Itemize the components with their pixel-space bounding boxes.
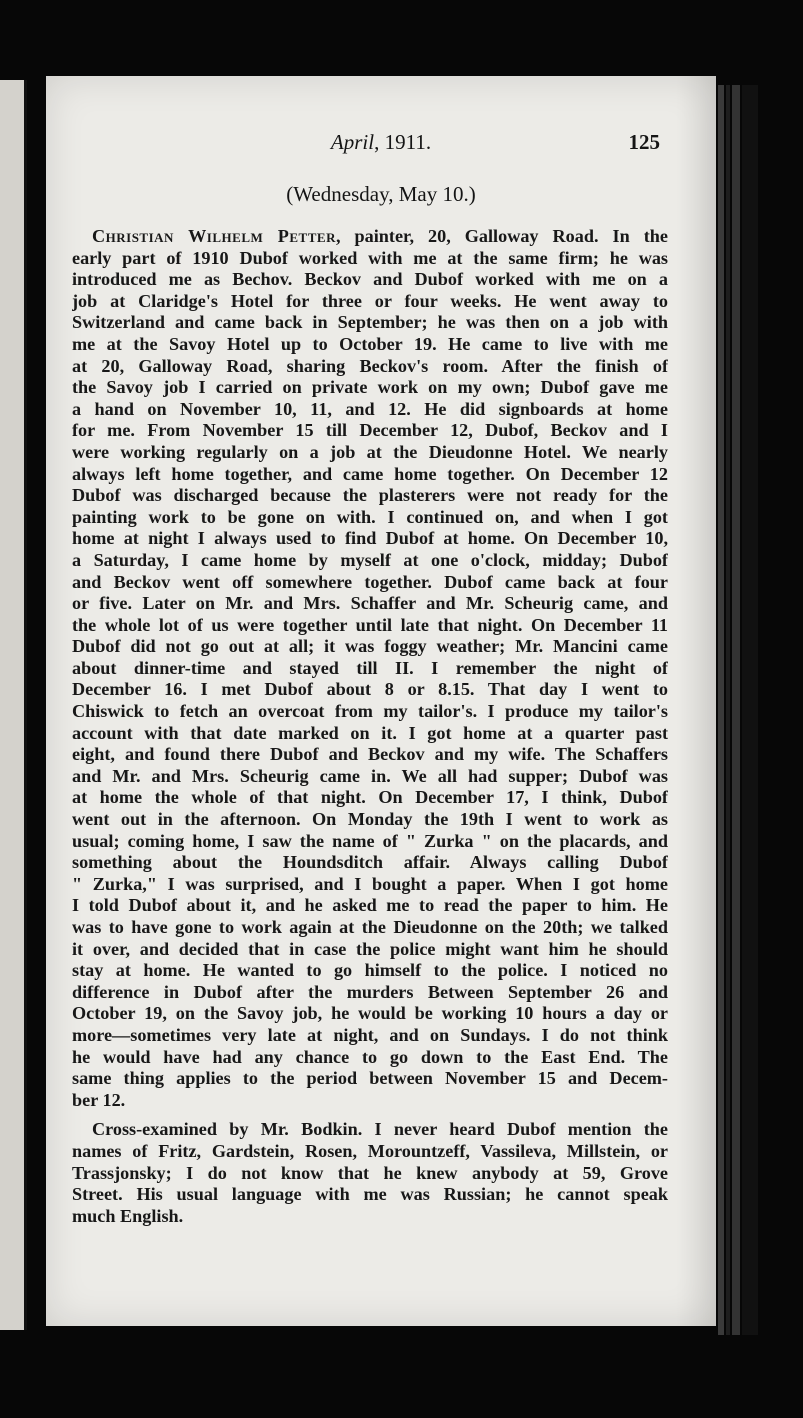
text-line xyxy=(72,701,668,723)
text-line xyxy=(72,377,668,399)
text-line-content: about dinner-time and stayed till II. I remember the night of xyxy=(72,657,668,678)
text-line xyxy=(72,809,668,831)
text-line xyxy=(72,420,668,442)
text-line-content: stay at home. He wanted to go himself to the police. I noticed no xyxy=(72,960,668,981)
text-line-content: a hand on November 10, 11, and 12. He did signboards at home xyxy=(72,398,668,419)
text-line-content: at 20, Galloway Road, sharing Beckov's room. After the finish of xyxy=(72,355,668,376)
text-line xyxy=(72,723,668,745)
text-line xyxy=(72,1141,668,1163)
text-line-content: always left home together, and came home together. On December 12 xyxy=(72,463,668,484)
text-line xyxy=(72,399,668,421)
text-line-content: at home the whole of that night. On December 17, I think, Dubof xyxy=(72,787,668,808)
text-line-content: and Beckov went off somewhere together. Dubof came back at four xyxy=(72,571,668,592)
text-line-content: job at Claridge's Hotel for three or four weeks. He went away to xyxy=(72,290,668,311)
text-line xyxy=(72,1025,668,1047)
running-header xyxy=(46,130,716,160)
text-line-content: eight, and found there Dubof and Beckov and my wife. The Schaffers xyxy=(72,744,668,765)
text-line xyxy=(72,831,668,853)
text-line xyxy=(72,874,668,896)
date-heading: (Wednesday, May 10.) xyxy=(286,182,476,206)
text-line-content: more—sometimes very late at night, and on Sundays. I do not think xyxy=(72,1024,668,1045)
text-line-content: the Savoy job I carried on private work on my own; Dubof gave me xyxy=(72,377,668,398)
text-line xyxy=(72,917,668,939)
adjacent-page-edge xyxy=(0,80,27,1330)
witness-statement-paragraph xyxy=(72,226,668,1111)
text-line xyxy=(72,312,668,334)
text-line-content: something about the Houndsditch affair. Always calling Dubof xyxy=(72,852,668,873)
cross-examination-paragraph xyxy=(72,1119,668,1227)
text-line-content: Chiswick to fetch an overcoat from my tailor's. I produce my tailor's xyxy=(72,701,668,722)
text-line xyxy=(72,593,668,615)
text-line-content: Dubof was discharged because the plasterers were not ready for the xyxy=(72,485,668,506)
text-line-content: he would have had any chance to go down to the East End. The xyxy=(72,1046,668,1067)
text-line-content: a Saturday, I came home by myself at one o'clock, midday; Dubof xyxy=(72,549,668,570)
testimony-text xyxy=(72,226,668,1227)
text-line xyxy=(72,572,668,594)
text-line-content: Dubof did not go out at all; it was foggy weather; Mr. Mancini came xyxy=(72,636,668,657)
text-line xyxy=(72,1163,668,1185)
text-line xyxy=(72,960,668,982)
page-number: 125 xyxy=(628,130,660,154)
text-line xyxy=(72,1119,668,1141)
text-line xyxy=(72,226,668,248)
text-line xyxy=(72,356,668,378)
page-edge-stack xyxy=(732,85,740,1335)
text-line-content: it over, and decided that in case the police might want him he should xyxy=(72,938,668,959)
text-line-content: me at the Savoy Hotel up to October 19. He came to live with me xyxy=(72,333,668,354)
text-line-content: was to have gone to work again at the Dieudonne on the 20th; we talked xyxy=(72,917,668,937)
text-line xyxy=(72,1047,668,1069)
running-title-month: April xyxy=(330,130,375,154)
text-line-content: went out in the afternoon. On Monday the 19th I went to work as xyxy=(72,809,668,830)
text-line-content: or five. Later on Mr. and Mrs. Schaffer and Mr. Scheurig came, and xyxy=(72,593,668,614)
text-line-content: difference in Dubof after the murders Between September 26 and xyxy=(72,981,668,1002)
text-line xyxy=(72,895,668,917)
text-line-content: ber 12. xyxy=(72,1089,126,1110)
text-line xyxy=(72,334,668,356)
page-edge-stack xyxy=(742,85,758,1335)
text-line-content: I told Dubof about it, and he asked me to read the paper to him. He xyxy=(72,895,668,916)
text-line-content: home at night I always used to find Dubof at home. On December 10, xyxy=(72,528,668,549)
page-edge-stack xyxy=(718,85,724,1335)
text-line xyxy=(72,1184,668,1206)
text-line xyxy=(72,766,668,788)
page-edge-stack xyxy=(726,85,730,1335)
text-line-content: introduced me as Bechov. Beckov and Dubof worked with me on a xyxy=(72,269,668,290)
text-line-content: usual; coming home, I saw the name of " Zurka " on the placards, and xyxy=(72,830,668,851)
text-line-content: December 16. I met Dubof about 8 or 8.15. That day I went to xyxy=(72,679,668,700)
text-line xyxy=(72,485,668,507)
text-line xyxy=(72,982,668,1004)
text-line-content: Switzerland and came back in September; he was then on a job with xyxy=(72,312,668,333)
text-line-content: early part of 1910 Dubof worked with me at the same firm; he was xyxy=(72,247,668,268)
text-line xyxy=(72,1090,668,1112)
text-line xyxy=(72,787,668,809)
running-title-year: , 1911. xyxy=(374,130,432,154)
text-line-content: were working regularly on a job at the Dieudonne Hotel. We nearly xyxy=(72,441,668,462)
text-line-content: painting work to be gone on with. I continued on, and when I got xyxy=(72,506,668,527)
text-line-content: same thing applies to the period between November 15 and Decem- xyxy=(72,1068,668,1089)
text-line-content: " Zurka," I was surprised, and I bought a paper. When I got home xyxy=(72,873,668,894)
text-line-content: October 19, on the Savoy job, he would be working 10 hours a day or xyxy=(72,1003,668,1024)
text-line xyxy=(72,291,668,313)
text-line xyxy=(72,1206,668,1228)
text-line-content: names of Fritz, Gardstein, Rosen, Morountzeff, Vassileva, Millstein, or xyxy=(72,1140,668,1161)
text-line xyxy=(72,744,668,766)
witness-name: Christian Wilhelm Petter xyxy=(92,226,336,246)
text-line xyxy=(72,550,668,572)
text-line xyxy=(72,852,668,874)
text-line xyxy=(72,269,668,291)
book-page xyxy=(46,76,716,1326)
paragraph-gap xyxy=(72,1111,668,1119)
text-line xyxy=(72,464,668,486)
text-line-content: account with that date marked on it. I got home at a quarter past xyxy=(72,722,668,743)
text-line-content: , painter, 20, Galloway Road. In the xyxy=(335,226,668,246)
text-line xyxy=(72,1003,668,1025)
text-line xyxy=(72,658,668,680)
text-line-content: for me. From November 15 till December 12, Dubof, Beckov and I xyxy=(72,420,668,441)
page-shading xyxy=(676,76,716,1326)
text-line-content: the whole lot of us were together until late that night. On December 11 xyxy=(72,614,668,635)
text-line xyxy=(72,528,668,550)
text-line xyxy=(72,1068,668,1090)
text-line-content: much English. xyxy=(72,1205,184,1226)
text-line xyxy=(72,679,668,701)
text-line-content: Trassjonsky; I do not know that he knew anybody at 59, Grove xyxy=(72,1162,668,1183)
text-line xyxy=(72,939,668,961)
text-line xyxy=(72,615,668,637)
text-line xyxy=(72,507,668,529)
text-line-content: Street. His usual language with me was Russian; he cannot speak xyxy=(72,1184,668,1205)
running-title xyxy=(46,130,716,155)
text-line xyxy=(72,636,668,658)
text-line xyxy=(72,248,668,270)
text-line-content: Cross-examined by Mr. Bodkin. I never heard Dubof mention the xyxy=(92,1119,668,1140)
text-line xyxy=(72,442,668,464)
text-line-content: and Mr. and Mrs. Scheurig came in. We all had supper; Dubof was xyxy=(72,765,668,786)
